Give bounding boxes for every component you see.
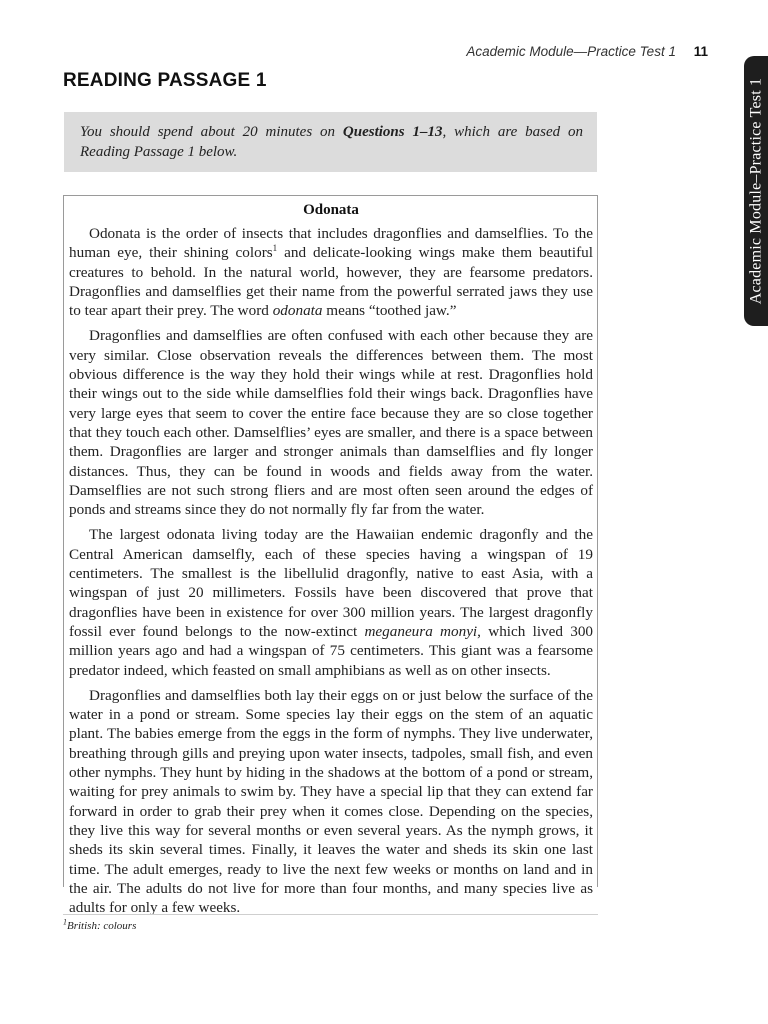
paragraph-2: Dragonflies and damselflies are often confused with each other because they are very similar. Close observation reveals the differences between them. The most obvious difference is the way they hold their wings while at rest. Dragonflies hold their wings out to the side while damselflies fold their wings back. Dragonflies have very large eyes that seem to cover the entire face because they are so close together that they touch each other. Damselflies’ eyes are smaller, and there is a space between them. Dragonflies are larger and stronger animals than damselflies and fly longer distances. Thus, they can be found in woods and fields away from the water. Damselflies are not such strong fliers and are most often seen around the edges of ponds and streams since they do not normally fly far from the water. — [69, 327, 593, 519]
footnote-marker: 1 — [63, 917, 67, 927]
instruction-box — [64, 112, 597, 172]
paragraph-3-text-b: , which lived 300 million years ago and had a wingspan of 75 centimeters. This giant was a fearsome predator indeed, which feasted on small amphibians as well as on other insects. — [69, 622, 594, 679]
paragraph-3-species: meganeura monyi — [364, 622, 478, 640]
footnote-ref: 1 — [272, 243, 278, 254]
instruction-questions: Questions 1–13 — [342, 124, 443, 140]
section-title: READING PASSAGE 1 — [63, 70, 267, 91]
instruction-suffix: , which are based on Reading Passage 1 below. — [80, 124, 583, 160]
paragraph-4: Dragonflies and damselflies both lay their eggs on or just below the surface of the water in a pond or stream. Some species lay their eggs on the stem of an aquatic plant. The babies emerge from the eggs in the form of nymphs. They live underwater, breathing through gills and preying upon water insects, tadpoles, small fish, and even other nymphs. They hunt by hiding in the shadows at the bottom of a pond or stream, waiting for prey animals to swim by. They have a special lip that they can extend far forward in order to grab their prey when it comes close. Depending on the species, they live this way for several months or even several years. As the nymph grows, it sheds its skin several times. Finally, it leaves the water and sheds its skin one last time. The adult emerges, ready to live the next few weeks or months on land and in the air. The adults do not live for more than four months, and many species live as adults for only a few weeks. — [69, 686, 593, 917]
passage-title: Odonata — [303, 202, 359, 218]
passage-box — [63, 195, 598, 917]
page-number: 11 — [693, 44, 708, 59]
section-side-tab — [744, 56, 768, 326]
module-title: Academic Module—Practice Test 1 — [466, 44, 676, 59]
side-tab-label: Academic Module–Practice Test 1 — [747, 77, 764, 305]
page-header — [466, 44, 708, 59]
paragraph-3-text-a: The largest odonata living today are the Hawaiian endemic dragonfly and the Central American damselfly, each of these species having a wingspan of 19 centimeters. The smallest is the libellulid dragonfly, native to east Asia, with a wingspan of just 20 millimeters. Fossils have been discovered that prove that dragonflies have been in existence for over 300 million years. The largest dragonfly fossil ever found belongs to the now-extinct — [69, 526, 593, 640]
paragraph-1-text-a: Odonata is the order of insects that includes dragonflies and damselflies. To the human eye, their shining colors — [69, 225, 593, 262]
paragraph-1-term: odonata — [272, 302, 323, 320]
footnote — [63, 917, 137, 932]
footnote-text: British: colours — [67, 920, 137, 932]
footnote-divider — [63, 914, 598, 915]
instruction-prefix: You should spend about 20 minutes on — [80, 124, 343, 140]
paragraph-3 — [69, 525, 593, 679]
paragraph-1 — [69, 224, 593, 320]
paragraph-1-text-c: means “toothed jaw.” — [322, 302, 457, 320]
paragraph-1-text-b: and delicate-looking wings make them beautiful creatures to behold. In the natural world, however, they are fearsome predators. Dragonflies and damselflies get their name from the powerful serrated jaws they use to tear apart their prey. The word — [69, 244, 593, 320]
